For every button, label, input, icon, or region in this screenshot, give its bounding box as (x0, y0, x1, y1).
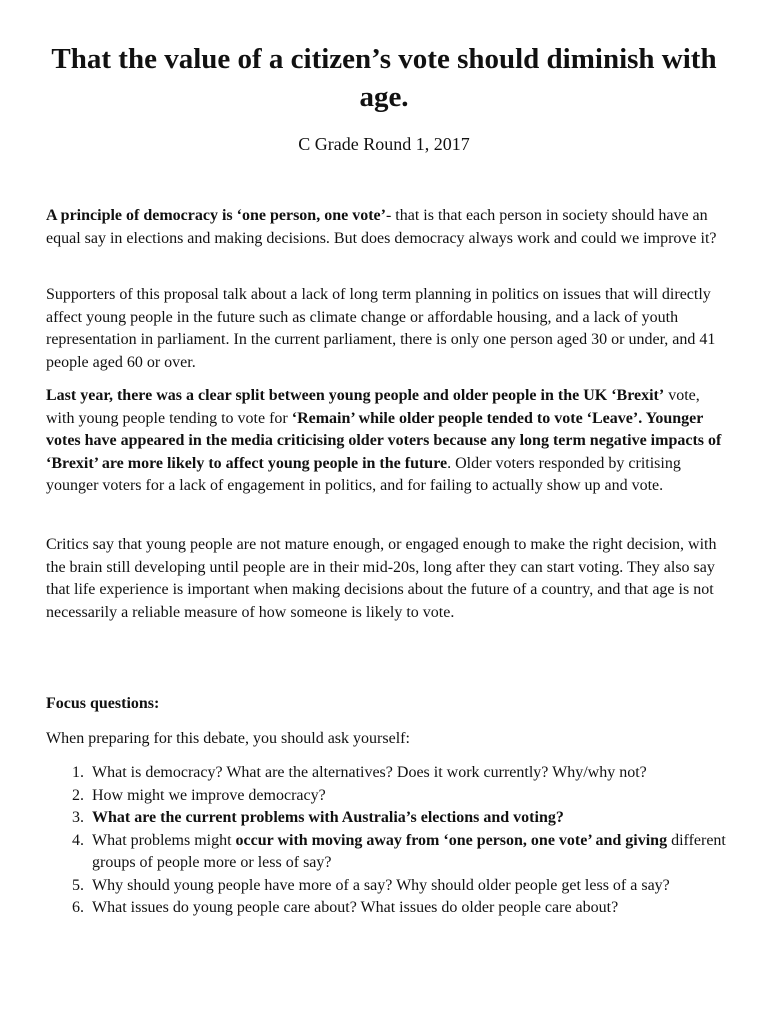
paragraph-bold-text: ‘Remain’ while older people tended to vote ‘Leave’. Younger votes have appeared in the media criticising older voters because any long term negative impacts of ‘Brexit’ are more likely to affect young people in the future (46, 409, 722, 472)
paragraph-text: . Older voters responded by critising younger voters for a lack of engagement in politics, and for failing to actually show up and vote. (46, 454, 681, 494)
list-item-text: Why should young people have more of a say? Why should older people get less of a say? (92, 876, 670, 894)
list-item-text: What are the current problems with Australia’s elections and voting? (92, 809, 564, 826)
list-item-number: 6. (72, 899, 84, 916)
list-item-text-part: different groups of people more or less of say? (92, 831, 726, 871)
focus-intro: When preparing for this debate, you should ask yourself: (46, 730, 410, 747)
list-item (46, 830, 726, 875)
focus-questions-list (46, 762, 726, 920)
list-item-text-part: What problems might (92, 831, 236, 849)
paragraph-bold-text: Last year, there was a clear split between young people and older people in the UK ‘Brexit’ (46, 387, 665, 404)
list-item-text: What is democracy? What are the alternatives? Does it work currently? Why/why not? (92, 764, 647, 781)
list-item-number: 3. (72, 809, 84, 826)
list-item (46, 807, 726, 830)
list-item-text: What issues do young people care about? What issues do older people care about? (92, 899, 619, 916)
list-item-text: How might we improve democracy? (92, 786, 326, 804)
paragraph-critics: Critics say that young people are not mature enough, or engaged enough to make the right decision, with the brain still developing until people are in their mid-20s, long after they can start voting. They also say that life experience is important when making decisions about the future of a country, and that age is not necessarily a reliable measure of how someone is likely to vote. (46, 536, 717, 621)
paragraph-democracy-principle (46, 205, 726, 250)
focus-questions-heading: Focus questions: (46, 695, 160, 712)
list-item (46, 785, 726, 808)
list-item-number: 2. (72, 786, 84, 804)
paragraph-brexit (46, 385, 726, 498)
paragraph-lead-bold: A principle of democracy is ‘one person, one vote’ (46, 207, 386, 224)
list-item (46, 762, 726, 785)
document-title: That the value of a citizen’s vote should diminish with age. (51, 43, 717, 113)
paragraph-text: vote, with young people tending to vote for (46, 387, 700, 427)
document-subtitle: C Grade Round 1, 2017 (298, 134, 470, 154)
list-item (46, 875, 726, 898)
list-item-number: 4. (72, 831, 84, 849)
list-item-number: 1. (72, 764, 84, 781)
paragraph-text: - that is that each person in society should have an equal say in elections and making decisions. But does democracy always work and could we improve it? (46, 207, 717, 247)
list-item-number: 5. (72, 876, 84, 894)
list-item-text (92, 830, 726, 875)
paragraph-supporters: Supporters of this proposal talk about a lack of long term planning in politics on issues that will directly affect young people in the future such as climate change or affordable housing, and a lack of youth representation in parliament. In the current parliament, there is only one person aged 30 or under, and 41 people aged 60 or over. (46, 286, 716, 371)
list-item (46, 897, 726, 920)
list-item-text-bold: occur with moving away from ‘one person, one vote’ and giving (235, 831, 668, 849)
